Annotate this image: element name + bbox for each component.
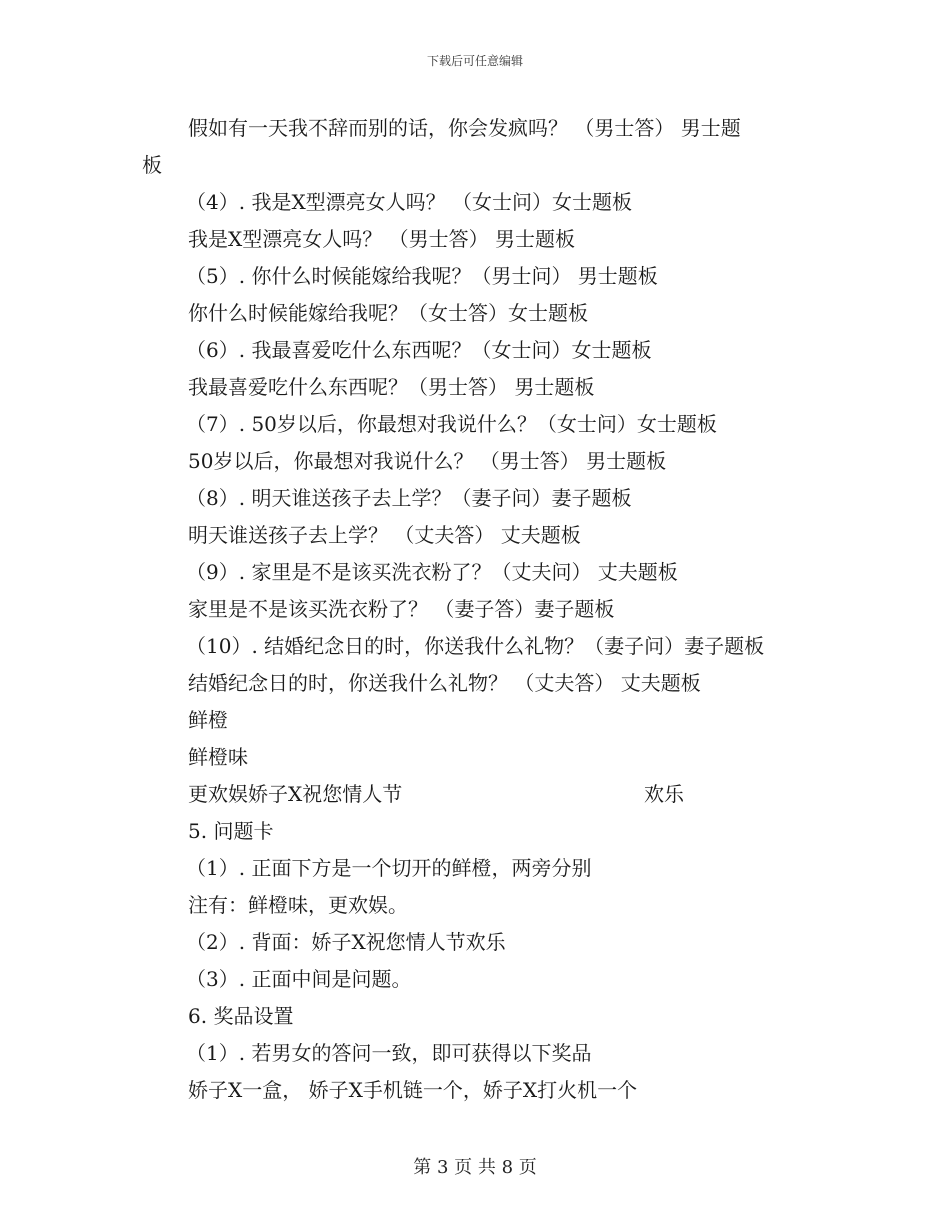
text-line: 注有：鲜橙味，更欢娱。 — [188, 893, 408, 917]
text-line: （8）. 明天谁送孩子去上学？（妻子问）妻子题板 — [186, 486, 632, 510]
text-line: 板 — [142, 153, 162, 177]
section-heading: 6. 奖品设置 — [188, 1004, 294, 1028]
text-line: 你什么时候能嫁给我呢？（女士答）女士题板 — [188, 301, 588, 325]
text-line: 我是X型漂亮女人吗？ （男士答） 男士题板 — [188, 227, 575, 251]
text-line: （5）. 你什么时候能嫁给我呢？（男士问） 男士题板 — [186, 264, 658, 288]
text-line: 娇子X一盒， 娇子X手机链一个，娇子X打火机一个 — [188, 1078, 638, 1102]
text-line-right: 欢乐 — [644, 782, 684, 806]
page-header: 下载后可任意编辑 — [426, 54, 523, 68]
text-line: （1）. 若男女的答问一致，即可获得以下奖品 — [186, 1041, 592, 1065]
section-heading: 5. 问题卡 — [188, 819, 274, 843]
page-footer: 第 3 页 共 8 页 — [413, 1157, 537, 1178]
text-line: 鲜橙 — [188, 708, 228, 732]
text-line: （4）. 我是X型漂亮女人吗？ （女士问）女士题板 — [186, 190, 633, 214]
text-line: 我最喜爱吃什么东西呢？（男士答） 男士题板 — [188, 375, 595, 399]
text-line: 假如有一天我不辞而别的话，你会发疯吗？ （男士答） 男士题 — [188, 116, 741, 140]
text-line: （10）. 结婚纪念日的时，你送我什么礼物？（妻子问）妻子题板 — [186, 634, 765, 658]
text-line-left: 更欢娱娇子X祝您情人节 — [188, 782, 403, 806]
document-body — [142, 110, 822, 1109]
text-line: 50岁以后，你最想对我说什么？ （男士答） 男士题板 — [188, 449, 667, 473]
text-line: （3）. 正面中间是问题。 — [186, 967, 412, 991]
text-line: （6）. 我最喜爱吃什么东西呢？（女士问）女士题板 — [186, 338, 652, 362]
text-line: 明天谁送孩子去上学？ （丈夫答） 丈夫题板 — [188, 523, 581, 547]
text-line: 家里是不是该买洗衣粉了？ （妻子答）妻子题板 — [188, 597, 615, 621]
text-line: （2）. 背面：娇子X祝您情人节欢乐 — [186, 930, 506, 954]
text-line: （9）. 家里是不是该买洗衣粉了？（丈夫问） 丈夫题板 — [186, 560, 678, 584]
text-line: （7）. 50岁以后，你最想对我说什么？（女士问）女士题板 — [186, 412, 717, 436]
text-line: 结婚纪念日的时，你送我什么礼物？ （丈夫答） 丈夫题板 — [188, 671, 701, 695]
text-line: 鲜橙味 — [188, 745, 248, 769]
text-line-split — [188, 776, 822, 813]
text-line: （1）. 正面下方是一个切开的鲜橙，两旁分别 — [186, 856, 592, 880]
